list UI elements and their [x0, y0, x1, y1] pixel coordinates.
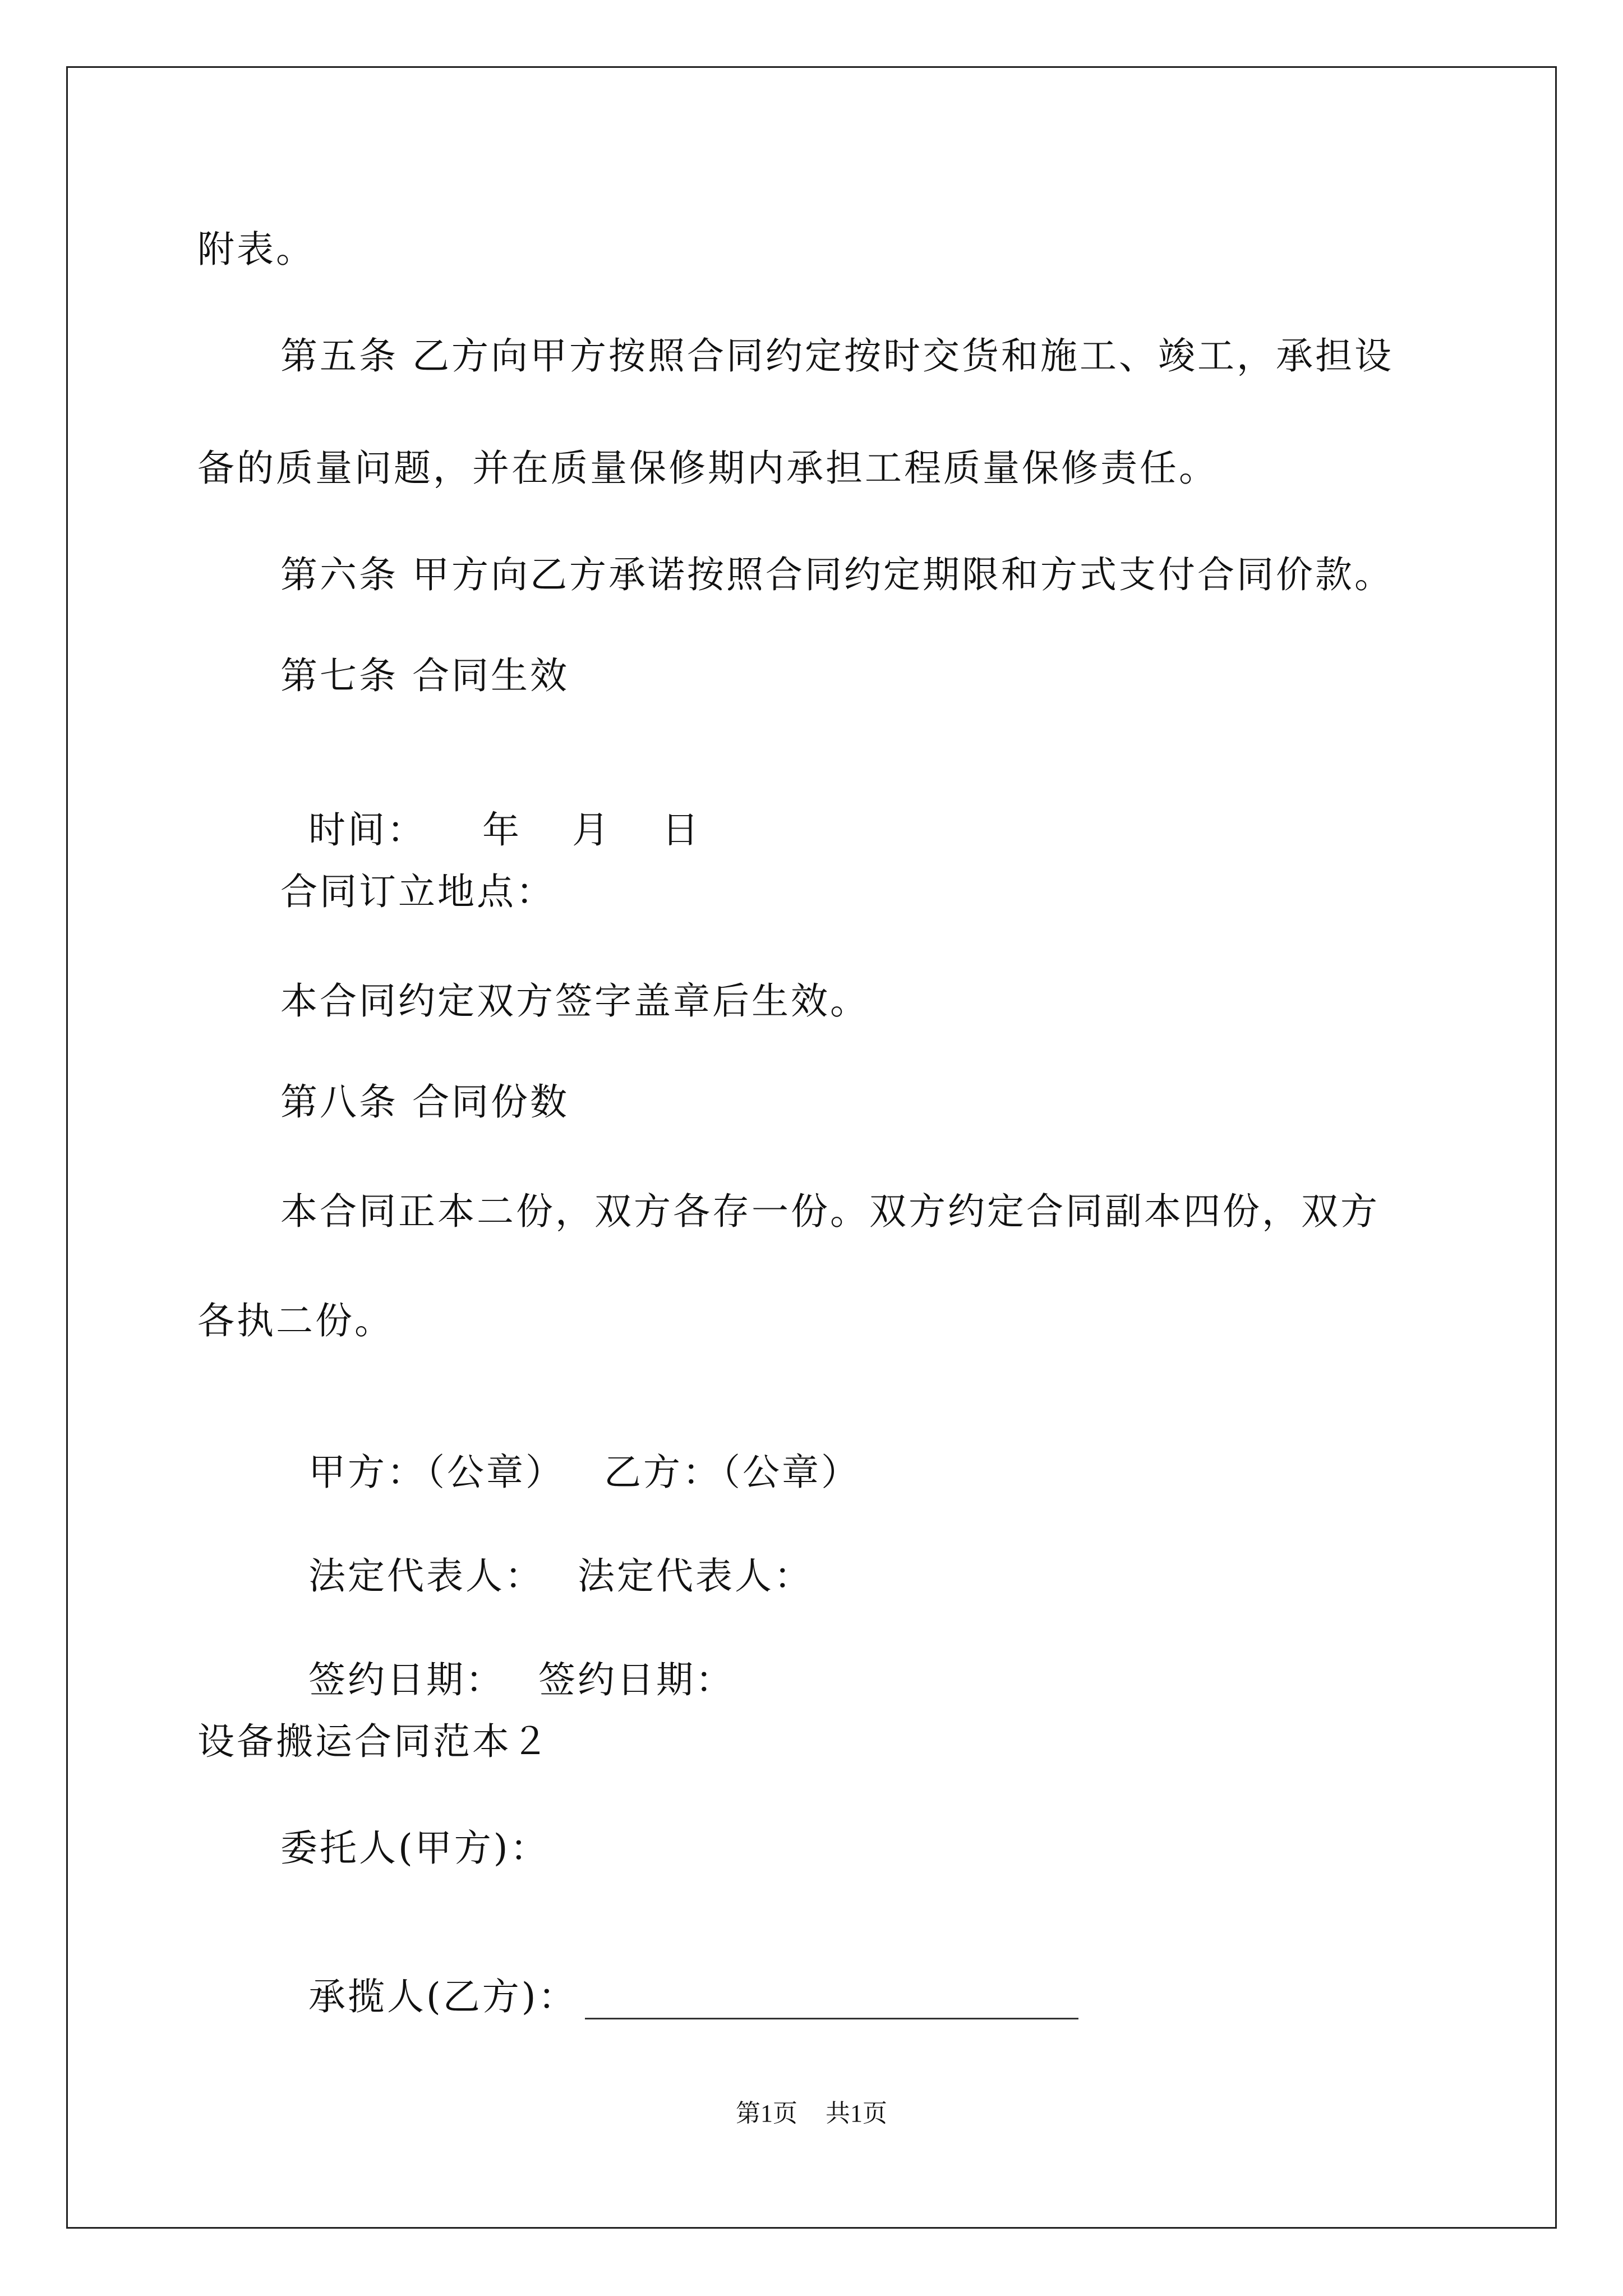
time-label: 时间：: [308, 808, 426, 852]
party-a-sign-date: 签约日期：: [308, 1658, 505, 1701]
contract-place-line: 合同订立地点：: [280, 870, 555, 913]
principal-line: 委托人(甲方)：: [280, 1826, 550, 1870]
effective-clause: 本合同约定双方签字盖章后生效。: [280, 979, 869, 1023]
party-b-sign-date: 签约日期：: [538, 1658, 735, 1701]
year-label: 年: [482, 808, 522, 852]
party-b-representative: 法定代表人：: [577, 1554, 813, 1598]
party-a-seal: 甲方：（公章）: [308, 1451, 565, 1494]
article-7-heading: 第七条 合同生效: [280, 654, 569, 697]
contractor-line: [280, 1930, 1078, 2019]
copies-line-2: 各执二份。: [197, 1299, 394, 1342]
page-total: 共1页: [826, 2100, 887, 2127]
section-title: 设备搬运合同范本２: [197, 1720, 551, 1763]
page-footer: [0, 2098, 1623, 2129]
paragraph-line: 附表。: [197, 228, 315, 271]
contractor-blank: [585, 1984, 1078, 2019]
party-a-representative: 法定代表人：: [308, 1554, 544, 1598]
sign-date-line: [280, 1613, 735, 1703]
page-border: [66, 66, 1557, 2229]
article-6: 第六条 甲方向乙方承诺按照合同约定期限和方式支付合同价款。: [280, 553, 1394, 596]
article-5-line-2: 备的质量问题，并在质量保修期内承担工程质量保修责任。: [197, 447, 1218, 490]
article-5-line-1: 第五条 乙方向甲方按照合同约定按时交货和施工、竣工，承担设: [280, 334, 1394, 378]
page-number: 第1页: [736, 2100, 797, 2127]
day-label: 日: [661, 808, 701, 852]
time-line: [280, 763, 701, 853]
month-label: 月: [571, 808, 611, 852]
article-8-heading: 第八条 合同份数: [280, 1080, 569, 1124]
representative-line: [280, 1509, 813, 1599]
seal-line: [280, 1405, 860, 1495]
copies-line-1: 本合同正本二份，双方各存一份。双方约定合同副本四份，双方: [280, 1190, 1380, 1233]
party-b-seal: 乙方：（公章）: [603, 1451, 860, 1494]
contractor-label: 承揽人(乙方)：: [308, 1975, 578, 2018]
